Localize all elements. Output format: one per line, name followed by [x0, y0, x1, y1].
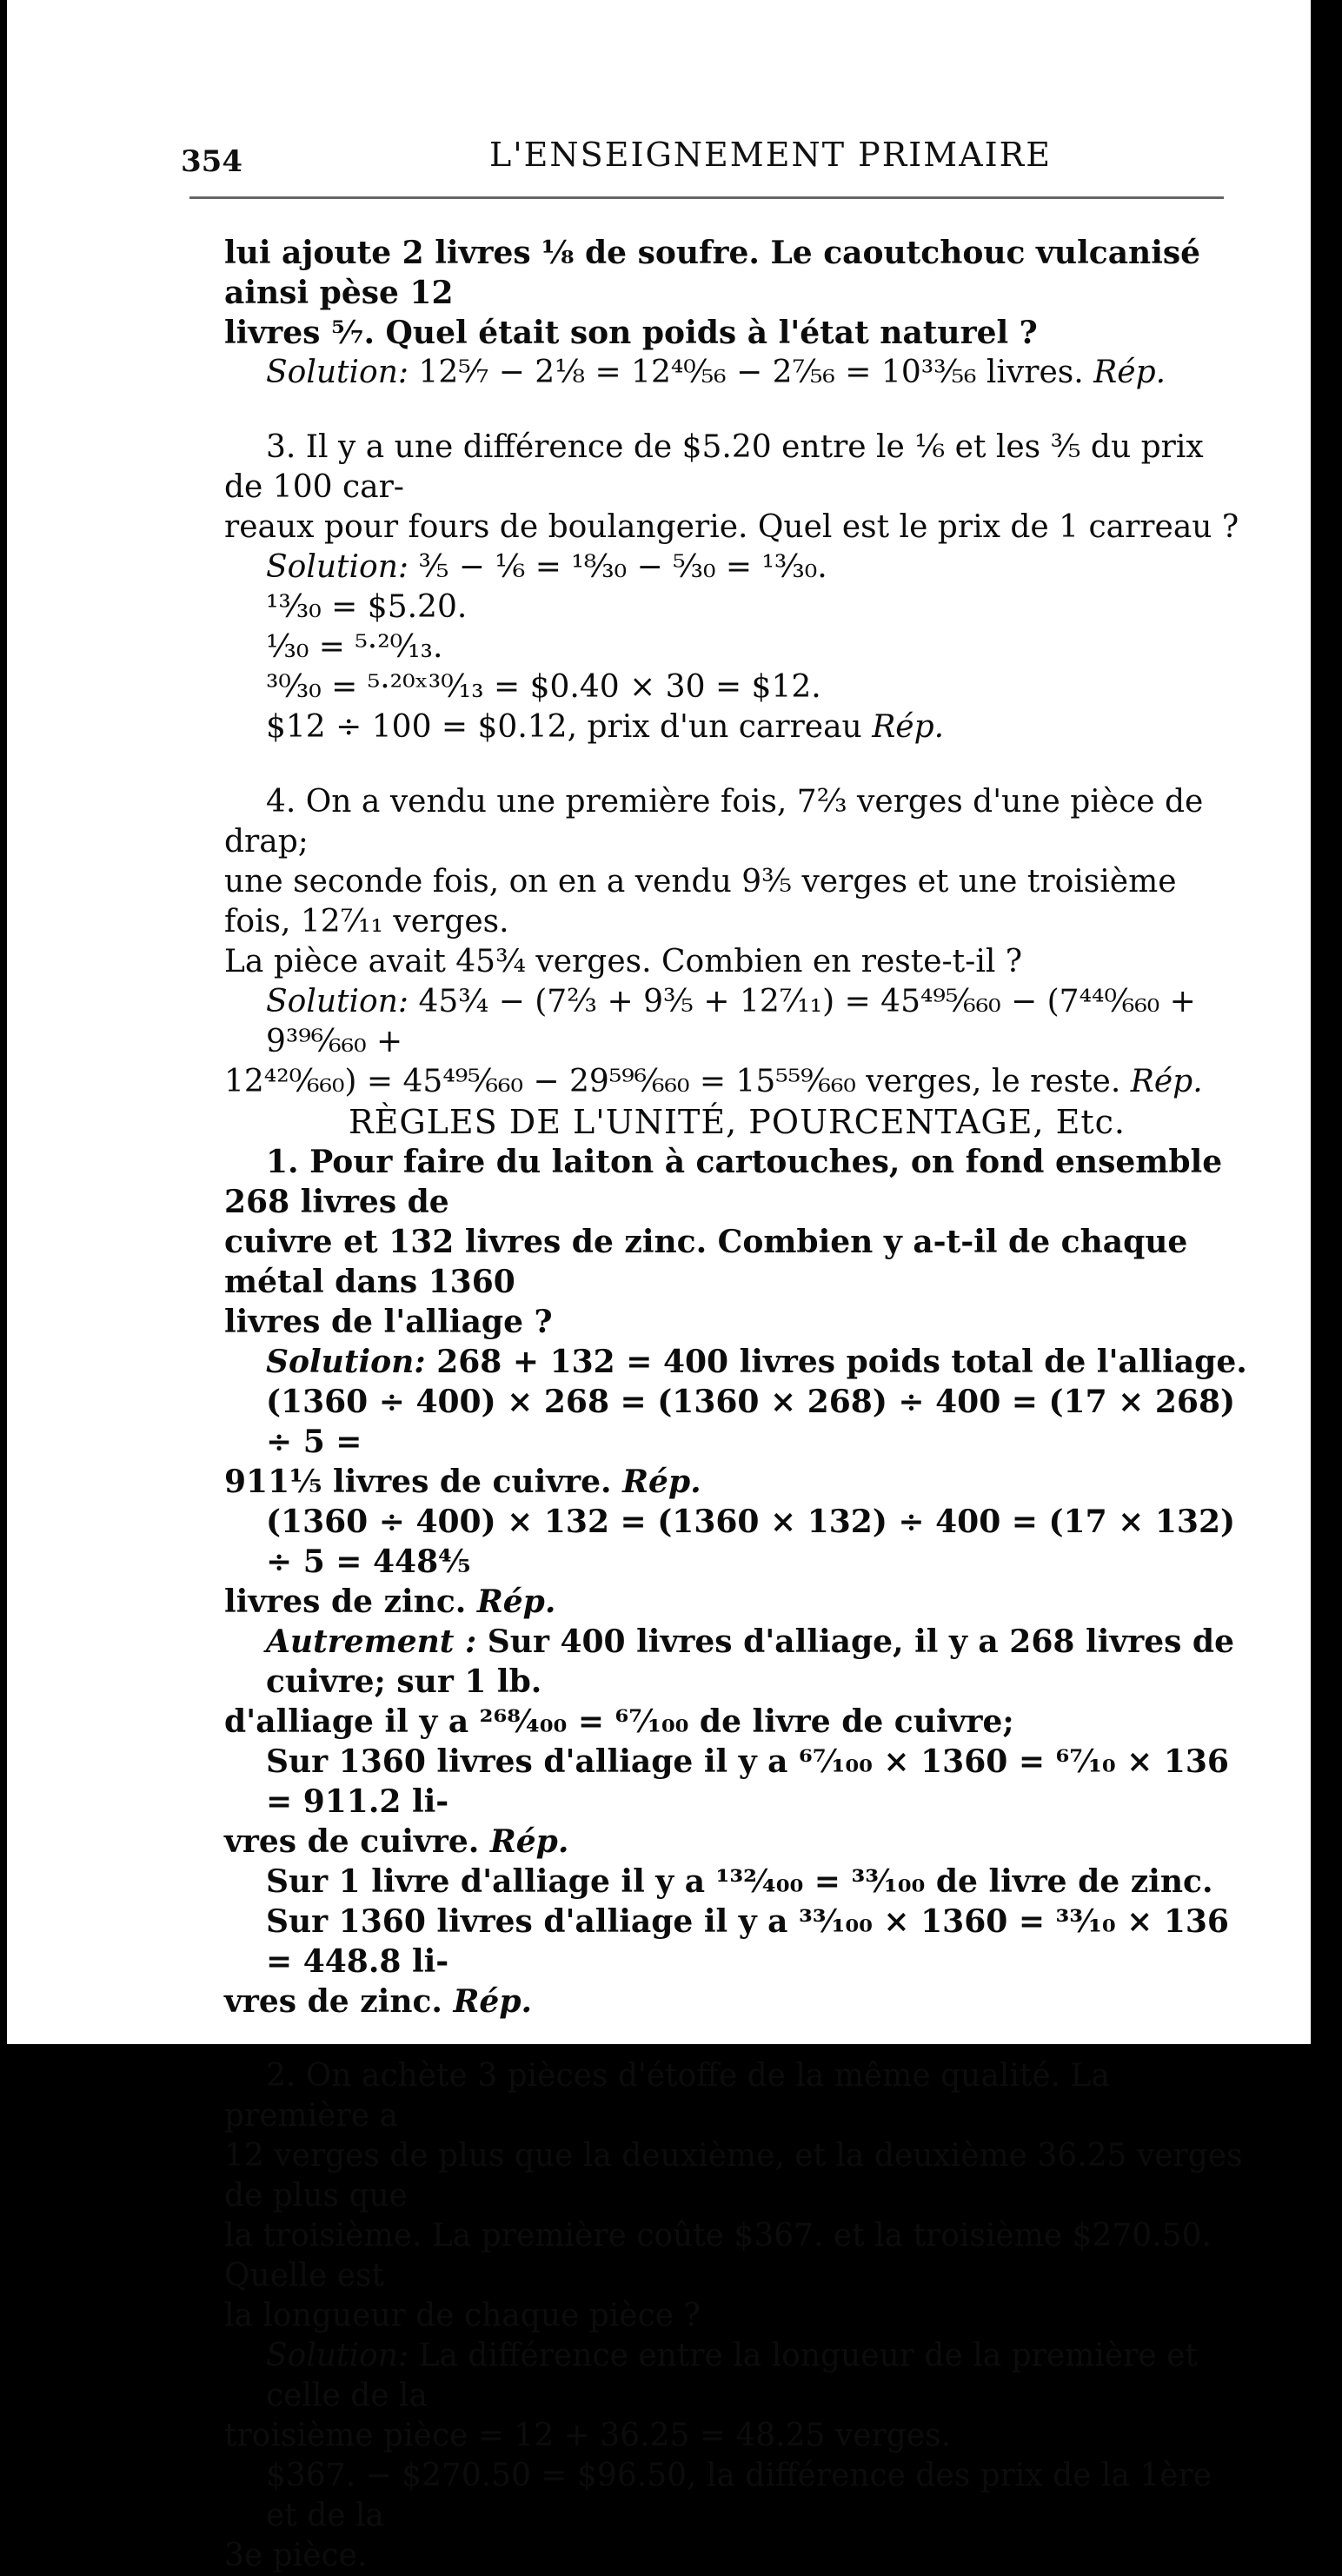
rep-label: Rép.	[622, 1464, 701, 1500]
solution-label: Solution:	[266, 2338, 409, 2374]
alternative-line	[224, 1982, 1250, 2022]
rules-section	[224, 1142, 1250, 2022]
page-header	[7, 129, 1311, 181]
solution-line	[224, 2336, 1250, 2416]
solution-label: Solution:	[266, 984, 409, 1019]
solution-line: ¹³⁄₃₀ = $5.20.	[266, 589, 468, 625]
alternative-text: vres de cuivre.	[224, 1823, 480, 1860]
solution-line	[224, 353, 1250, 393]
solution-line	[224, 1342, 1250, 1382]
page-number: 354	[181, 144, 242, 179]
solution-line	[224, 1062, 1250, 1102]
rule-1-line: cuivre et 132 livres de zinc. Combien y a-t-il de chaque métal dans 1360	[224, 1224, 1188, 1300]
solution-line: ³⁰⁄₃₀ = ⁵·²⁰ˣ³⁰⁄₁₃ = $0.40 × 30 = $12.	[266, 669, 821, 705]
alternative-line: Sur 1360 livres d'alliage il y a ³³⁄₁₀₀ × 1360 = ³³⁄₁₀ × 136 = 448.8 li-	[266, 1903, 1229, 1980]
solution-line	[224, 548, 1250, 588]
rep-label: Rép.	[489, 1823, 569, 1860]
rep-label: Rép.	[453, 1983, 533, 2020]
alternative-line	[224, 1622, 1250, 1702]
section-title: RÈGLES DE L'UNITÉ, POURCENTAGE, Etc.	[348, 1103, 1126, 1141]
solution-line	[224, 982, 1250, 1062]
alternative-text: vres de zinc.	[224, 1983, 442, 2020]
solution-text: 45¾ − (7⅔ + 9⅗ + 12⁷⁄₁₁) = 45⁴⁹⁵⁄₆₆₀ − (7⁴⁴⁰⁄₆₆₀ + 9³⁹⁶⁄₆₆₀ +	[266, 984, 1196, 1059]
rule-2-line: la troisième. La première coûte $367. et la troisième $270.50. Quelle est	[224, 2218, 1212, 2294]
question-4-line: une seconde fois, on en a vendu 9⅗ verges et une troisième fois, 12⁷⁄₁₁ verges.	[224, 864, 1177, 939]
alternative-line: Sur 1 livre d'alliage il y a ¹³²⁄₄₀₀ = ³³⁄₁₀₀ de livre de zinc.	[266, 1863, 1213, 1900]
rep-label: Rép.	[872, 709, 945, 745]
solution-text: 12⁵⁄₇ − 2⅛ = 12⁴⁰⁄₅₆ − 2⁷⁄₅₆ = 10³³⁄₅₆ livres.	[418, 355, 1084, 390]
alternative-line	[224, 1822, 1250, 1862]
solution-label: Solution:	[266, 1344, 426, 1380]
solution-label: Solution:	[266, 355, 409, 390]
page-body	[224, 233, 1250, 2576]
spacer	[224, 747, 1250, 782]
header-rule	[189, 196, 1224, 199]
solution-text: ⅗ − ⅙ = ¹⁸⁄₃₀ − ⁵⁄₃₀ = ¹³⁄₃₀.	[418, 549, 827, 585]
solution-label: Solution:	[266, 549, 409, 585]
alternative-line: d'alliage il y a ²⁶⁸⁄₄₀₀ = ⁶⁷⁄₁₀₀ de livre de cuivre;	[224, 1703, 1014, 1740]
solution-text: 911⅕ livres de cuivre.	[224, 1464, 612, 1500]
scanned-page	[7, 0, 1311, 2573]
question-3-line: reaux pour fours de boulangerie. Quel est le prix de 1 carreau ?	[224, 509, 1239, 545]
rep-label: Rép.	[1093, 355, 1166, 390]
solution-line: 3e pièce.	[224, 2538, 368, 2573]
rule-1-line: livres de l'alliage ?	[224, 1304, 553, 1340]
solution-line: (1360 ÷ 400) × 268 = (1360 × 268) ÷ 400 = (17 × 268) ÷ 5 =	[266, 1384, 1236, 1460]
solution-line: $367. − $270.50 = $96.50, la différence des prix de la 1ère et de la	[266, 2458, 1212, 2533]
rep-label: Rép.	[476, 1583, 556, 1620]
solution-text: La différence entre la longueur de la première et celle de la	[266, 2338, 1198, 2413]
question-3-line: 3. Il y a une différence de $5.20 entre le ⅙ et les ⅗ du prix de 100 car-	[224, 429, 1204, 505]
rep-label: Rép.	[1130, 1064, 1203, 1099]
running-title: L'ENSEIGNEMENT PRIMAIRE	[489, 136, 1053, 174]
solution-line	[224, 1582, 1250, 1622]
solution-line: troisième pièce = 12 + 36.25 = 48.25 verges.	[224, 2418, 952, 2453]
solution-text: 268 + 132 = 400 livres poids total de l'alliage.	[436, 1344, 1247, 1380]
alternative-label: Autrement :	[266, 1623, 477, 1660]
solution-line	[224, 1462, 1250, 1502]
rule-2-line: 2. On achète 3 pièces d'étoffe de la même qualité. La première a	[224, 2058, 1110, 2134]
solution-line: ¹⁄₃₀ = ⁵·²⁰⁄₁₃.	[266, 629, 443, 665]
alternative-text: Sur 400 livres d'alliage, il y a 268 livres de cuivre; sur 1 lb.	[266, 1623, 1234, 1700]
spacer	[224, 2022, 1250, 2056]
question-4-line: La pièce avait 45¾ verges. Combien en reste-t-il ?	[224, 944, 1023, 979]
solution-text: $12 ÷ 100 = $0.12, prix d'un carreau	[266, 709, 862, 745]
rule-1-line: 1. Pour faire du laiton à cartouches, on fond ensemble 268 livres de	[224, 1144, 1223, 1220]
text-line: livres ⁵⁄₇. Quel était son poids à l'état naturel ?	[224, 315, 1038, 351]
text-line: lui ajoute 2 livres ⅛ de soufre. Le caoutchouc vulcanisé ainsi pèse 12	[224, 235, 1201, 311]
rule-2-line: 12 verges de plus que la deuxième, et la deuxième 36.25 verges de plus que	[224, 2138, 1243, 2214]
solution-text: livres de zinc.	[224, 1583, 467, 1620]
solution-line	[224, 707, 1250, 747]
scan-border	[1311, 0, 1342, 2044]
solution-line: (1360 ÷ 400) × 132 = (1360 × 132) ÷ 400 = (17 × 132) ÷ 5 = 448⅘	[266, 1504, 1236, 1580]
question-4-line: 4. On a vendu une première fois, 7⅔ verges d'une pièce de drap;	[224, 784, 1204, 860]
alternative-line: Sur 1360 livres d'alliage il y a ⁶⁷⁄₁₀₀ × 1360 = ⁶⁷⁄₁₀ × 136 = 911.2 li-	[266, 1743, 1229, 1820]
solution-text: 12⁴²⁰⁄₆₆₀) = 45⁴⁹⁵⁄₆₆₀ − 29⁵⁹⁶⁄₆₆₀ = 15⁵⁵⁹⁄₆₆₀ verges, le reste.	[224, 1064, 1121, 1099]
rule-2-line: la longueur de chaque pièce ?	[224, 2298, 701, 2334]
spacer	[224, 393, 1250, 428]
